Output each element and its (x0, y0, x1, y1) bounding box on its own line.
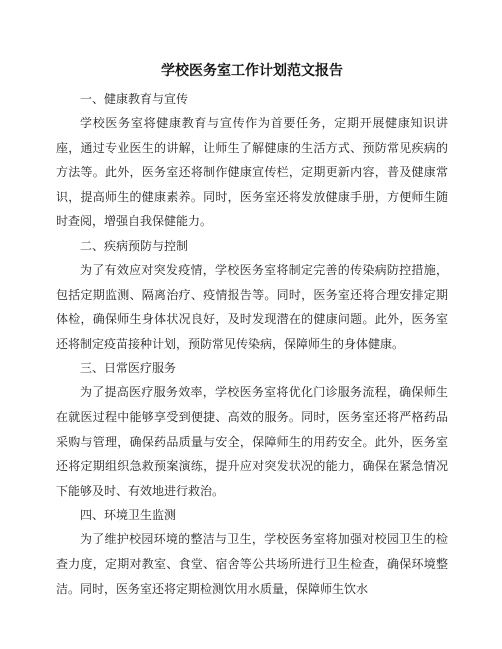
section-paragraph: 为了有效应对突发疫情，学校医务室将制定完善的传染病防控措施，包括定期监测、隔离治疗、疫情报告等。同时，医务室还将合理安排定期体检，确保师生身体状况良好，及时发现潜在的健康问题。此外，医务室还将制定疫苗接种计划，预防常见传染病，保障师生的身体健康。 (56, 262, 448, 351)
section-heading: 三、日常医疗服务 (80, 361, 177, 376)
document-title: 学校医务室工作计划范文报告 (161, 63, 343, 79)
section-paragraph: 为了维护校园环境的整洁与卫生，学校医务室将加强对校园卫生的检查力度，定期对教室、食堂、宿舍等公共场所进行卫生检查，确保环境整洁。同时，医务室还将定期检测饮用水质量，保障师生饮水 (56, 532, 448, 596)
section-heading: 一、健康教育与宣传 (80, 92, 189, 106)
section-environment-hygiene (56, 503, 448, 601)
section-daily-medical-service (56, 356, 448, 503)
section-heading: 四、环境卫生监测 (80, 508, 177, 523)
section-disease-prevention (56, 234, 448, 356)
section-paragraph: 为了提高医疗服务效率，学校医务室将优化门诊服务流程，确保师生在就医过程中能够享受到便捷、高效的服务。同时，医务室还将严格药品采购与管理，确保药品质量与安全，保障师生的用药安全。此外，医务室还将定期组织急救预案演练，提升应对突发状况的能力，确保在紧急情况下能够及时、有效地进行救治。 (56, 385, 448, 498)
section-heading: 二、疾病预防与控制 (80, 238, 189, 253)
section-health-education (56, 87, 448, 234)
section-paragraph: 学校医务室将健康教育与宣传作为首要任务，定期开展健康知识讲座，通过专业医生的讲解，让师生了解健康的生活方式、预防常见疾病的方法等。此外，医务室还将制作健康宣传栏，定期更新内容，普及健康常识，提高师生的健康素养。同时，医务室还将发放健康手册，方便师生随时查阅，增强自我保健能力。 (56, 116, 448, 229)
